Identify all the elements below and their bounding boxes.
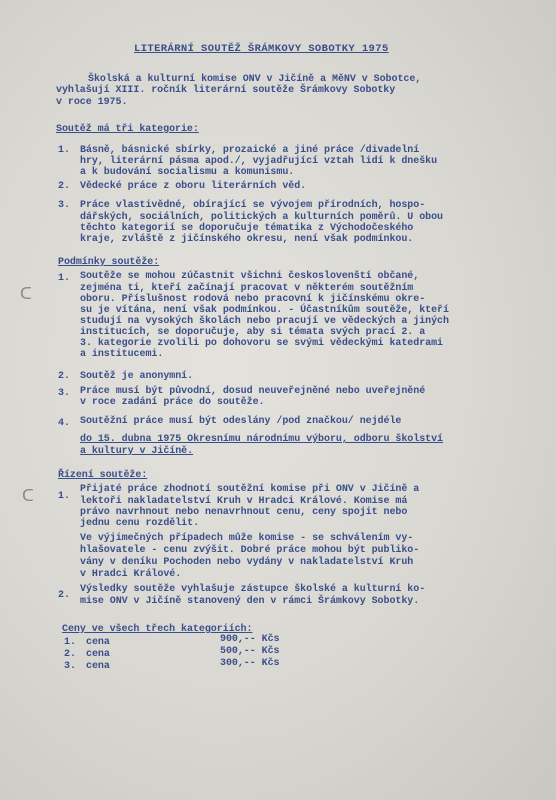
management-number: 2.: [58, 590, 70, 601]
prize-amount: 500,-- Kčs: [220, 646, 280, 657]
condition-text: Soutěže se mohou zúčastnit všichni českoslovenští občané,: [80, 271, 420, 282]
conditions-heading: Podmínky soutěže:: [58, 257, 160, 268]
condition-text: su je vítána, není však podmínkou. - Účastníkům soutěže, kteří: [80, 305, 449, 316]
condition-text: Práce musí být původní, dosud neuveřejněné nebo uveřejněné: [80, 386, 426, 397]
prize-label: cena: [86, 649, 110, 660]
condition-number: 1.: [58, 273, 70, 284]
prize-amount: 300,-- Kčs: [220, 658, 280, 669]
management-text: jednu cenu rozdělit.: [80, 518, 200, 529]
condition-text: Soutěžní práce musí být odeslány /pod značkou/ nejdéle: [80, 416, 402, 427]
condition-text: v roce zadání práce do soutěže.: [80, 397, 265, 408]
prize-amount: 900,-- Kčs: [220, 634, 280, 645]
intro-line: v roce 1975.: [56, 97, 128, 108]
condition-text: oboru. Příslušnost rodová nebo pracovní k jičínskému okre-: [80, 294, 426, 305]
condition-number: 3.: [58, 388, 70, 399]
category-text: Básně, básnické sbírky, prozaické a jiné práce /divadelní: [80, 145, 420, 156]
condition-number: 2.: [58, 371, 70, 382]
management-text: Přijaté práce zhodnotí soutěžní komise při ONV v Jičíně a: [80, 484, 420, 495]
management-text: vány v deníku Pochoden nebo vydány v nakladatelství Kruh: [80, 557, 414, 568]
document-title: LITERÁRNÍ SOUTĚŽ ŠRÁMKOVY SOBOTKY 1975: [134, 43, 389, 55]
prize-label: cena: [86, 637, 110, 648]
intro-line: Školská a kulturní komise ONV v Jičíně a MěNV v Sobotce,: [88, 74, 422, 85]
condition-text: a institucemi.: [80, 349, 164, 360]
category-text: kraje, zvláště z jičínského okresu, není však podmínkou.: [80, 234, 414, 245]
management-text: v Hradci Králové.: [80, 569, 182, 580]
category-text: Vědecké práce z oboru literárních věd.: [80, 181, 307, 192]
category-text: Práce vlastivědné, obírající se vývojem přírodních, hospo-: [80, 200, 426, 211]
binder-hole-mark: ᑕ: [20, 284, 32, 303]
intro-line: vyhlašují XIII. ročník literární soutěže Šrámkovy Sobotky: [56, 85, 396, 96]
condition-number: 4.: [58, 418, 70, 429]
management-text: mise ONV v Jičíně stanovený den v rámci Šrámkovy Sobotky.: [80, 596, 420, 607]
management-text: Ve výjimečných případech může komise - se schválením vy-: [80, 533, 414, 544]
category-text: těchto kategorií se doporučuje tématika z Východočeského: [80, 223, 414, 234]
category-number: 1.: [58, 145, 70, 156]
management-text: hlašovatele - cenu zvýšit. Dobré práce mohou být publiko-: [80, 545, 420, 556]
condition-text: studují na vysokých školách nebo pracují ve vědeckých a jiných: [80, 316, 449, 327]
management-text: lektoři nakladatelství Kruh v Hradci Králové. Komise má: [80, 496, 408, 507]
prize-number: 2.: [64, 649, 76, 660]
condition-text: zejména ti, kteří začínají pracovat v některém soutěžním: [80, 283, 414, 294]
management-text: právo navrhnout nebo nenavrhnout cenu, ceny spojit nebo: [80, 507, 408, 518]
prizes-heading: Ceny ve všech třech kategoriích:: [62, 624, 253, 635]
condition-text: 3. kategorie zvolili po dohovoru se svými vědeckými katedrami: [80, 338, 444, 349]
deadline-text: a kultury v Jičíně.: [80, 446, 194, 457]
prize-number: 3.: [64, 661, 76, 672]
category-number: 2.: [58, 181, 70, 192]
prize-number: 1.: [64, 637, 76, 648]
category-number: 3.: [58, 200, 70, 211]
category-text: dářských, sociálních, politických a kulturních poměrů. U obou: [80, 212, 444, 223]
category-text: hry, literární pásma apod./, vyjadřující vztah lidí k dnešku: [80, 156, 438, 167]
management-number: 1.: [58, 491, 70, 502]
categories-heading: Soutěž má tři kategorie:: [56, 124, 199, 135]
management-text: Výsledky soutěže vyhlašuje zástupce školské a kulturní ko-: [80, 584, 426, 595]
binder-hole-mark: ᑕ: [22, 486, 34, 505]
prize-label: cena: [86, 661, 110, 672]
category-text: a k budování socialismu a komunismu.: [80, 167, 295, 178]
management-heading: Řízení soutěže:: [58, 470, 148, 481]
condition-text: Soutěž je anonymní.: [80, 371, 194, 382]
condition-text: institucích, se doporučuje, aby si témata svých prací 2. a: [80, 327, 426, 338]
deadline-text: do 15. dubna 1975 Okresnímu národnímu výboru, odboru školství: [80, 434, 444, 445]
